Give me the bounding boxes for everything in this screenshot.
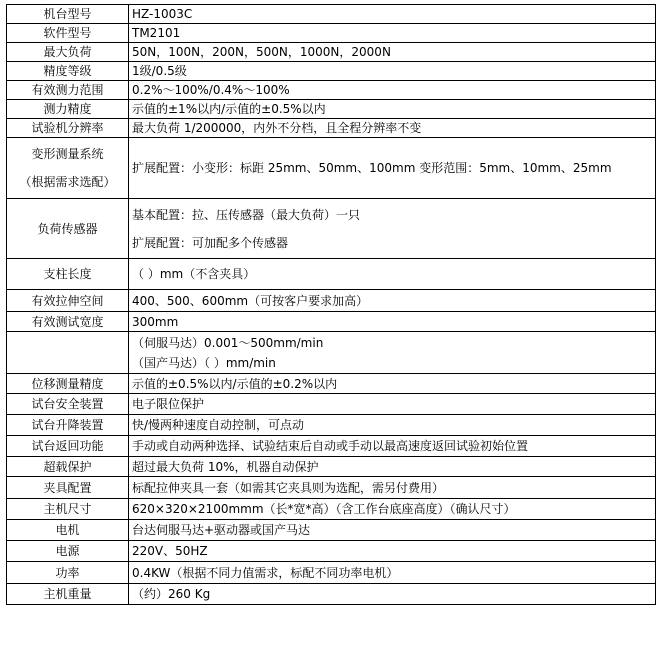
row-value bbox=[129, 332, 656, 374]
table-row bbox=[7, 415, 656, 436]
row-value: 标配拉伸夹具一套（如需其它夹具则为选配，需另付费用） bbox=[129, 477, 656, 499]
table-row bbox=[7, 81, 656, 100]
table-row bbox=[7, 100, 656, 119]
row-label: 功率 bbox=[7, 562, 129, 584]
table-row bbox=[7, 259, 656, 290]
row-label: 有效测试宽度 bbox=[7, 312, 129, 332]
table-row bbox=[7, 332, 656, 374]
spec-table bbox=[6, 4, 656, 605]
table-row bbox=[7, 436, 656, 457]
row-value: HZ-1003C bbox=[129, 5, 656, 24]
row-label: 有效测力范围 bbox=[7, 81, 129, 100]
row-value: （ ）mm（不含夹具） bbox=[129, 259, 656, 290]
row-value bbox=[129, 199, 656, 259]
row-label: 负荷传感器 bbox=[7, 199, 129, 259]
row-label: 最大负荷 bbox=[7, 43, 129, 62]
table-row bbox=[7, 374, 656, 394]
row-value: （约）260 Kg bbox=[129, 584, 656, 605]
row-value: 超过最大负荷 10%，机器自动保护 bbox=[129, 457, 656, 477]
row-label: 电机 bbox=[7, 520, 129, 541]
row-label: 试验机分辨率 bbox=[7, 119, 129, 138]
row-label: 主机尺寸 bbox=[7, 499, 129, 520]
row-value-line: 扩展配置：可加配多个传感器 bbox=[132, 235, 289, 250]
row-value: 快/慢两种速度自动控制，可点动 bbox=[129, 415, 656, 436]
table-row bbox=[7, 24, 656, 43]
row-label: 主机重量 bbox=[7, 584, 129, 605]
row-value: 620×320×2100mmm（长*宽*高）（含工作台底座高度）（确认尺寸） bbox=[129, 499, 656, 520]
row-label: 支柱长度 bbox=[7, 259, 129, 290]
row-label: 位移测量精度 bbox=[7, 374, 129, 394]
row-value: 50N，100N，200N，500N，1000N，2000N bbox=[129, 43, 656, 62]
row-label: 试台返回功能 bbox=[7, 436, 129, 457]
row-label: 夹具配置 bbox=[7, 477, 129, 499]
row-value: TM2101 bbox=[129, 24, 656, 43]
table-row bbox=[7, 499, 656, 520]
row-value-line: （伺服马达）0.001～500mm/min bbox=[132, 335, 324, 350]
row-value: 1级/0.5级 bbox=[129, 62, 656, 81]
row-value: 台达伺服马达+驱动器或国产马达 bbox=[129, 520, 656, 541]
table-row bbox=[7, 477, 656, 499]
table-row bbox=[7, 290, 656, 312]
table-row bbox=[7, 43, 656, 62]
table-row bbox=[7, 138, 656, 199]
table-row bbox=[7, 119, 656, 138]
table-row bbox=[7, 520, 656, 541]
row-label bbox=[7, 138, 129, 199]
table-row bbox=[7, 312, 656, 332]
table-row bbox=[7, 199, 656, 259]
row-label-line: 变形测量系统 bbox=[31, 147, 104, 161]
row-value: 手动或自动两种选择、试验结束后自动或手动以最高速度返回试验初始位置 bbox=[129, 436, 656, 457]
table-row bbox=[7, 5, 656, 24]
table-row bbox=[7, 584, 656, 605]
row-label-line: （根据需求选配） bbox=[19, 175, 116, 189]
row-value-line: （国产马达）（ ）mm/min bbox=[132, 355, 276, 370]
table-row bbox=[7, 562, 656, 584]
row-label: 软件型号 bbox=[7, 24, 129, 43]
row-value: 0.2%～100%/0.4%～100% bbox=[129, 81, 656, 100]
row-value: 示值的±0.5%以内/示值的±0.2%以内 bbox=[129, 374, 656, 394]
row-value: 电子限位保护 bbox=[129, 394, 656, 415]
row-value: 300mm bbox=[129, 312, 656, 332]
row-label: 机台型号 bbox=[7, 5, 129, 24]
row-label: 电源 bbox=[7, 541, 129, 562]
row-value: 0.4KW（根据不同力值需求，标配不同功率电机） bbox=[129, 562, 656, 584]
row-label bbox=[7, 332, 129, 374]
row-label: 试台安全装置 bbox=[7, 394, 129, 415]
row-value: 最大负荷 1/200000，内外不分档，且全程分辨率不变 bbox=[129, 119, 656, 138]
row-label: 试台升降装置 bbox=[7, 415, 129, 436]
row-value: 220V、50HZ bbox=[129, 541, 656, 562]
row-value: 示值的±1%以内/示值的±0.5%以内 bbox=[129, 100, 656, 119]
row-label: 测力精度 bbox=[7, 100, 129, 119]
row-label: 精度等级 bbox=[7, 62, 129, 81]
row-label: 有效拉伸空间 bbox=[7, 290, 129, 312]
row-value-line: 基本配置：拉、压传感器（最大负荷）一只 bbox=[132, 207, 361, 222]
row-value: 扩展配置：小变形：标距 25mm、50mm、100mm 变形范围：5mm、10mm、25mm bbox=[129, 138, 656, 199]
row-label: 超载保护 bbox=[7, 457, 129, 477]
table-row bbox=[7, 457, 656, 477]
row-value: 400、500、600mm（可按客户要求加高） bbox=[129, 290, 656, 312]
table-row bbox=[7, 394, 656, 415]
table-row bbox=[7, 541, 656, 562]
table-row bbox=[7, 62, 656, 81]
